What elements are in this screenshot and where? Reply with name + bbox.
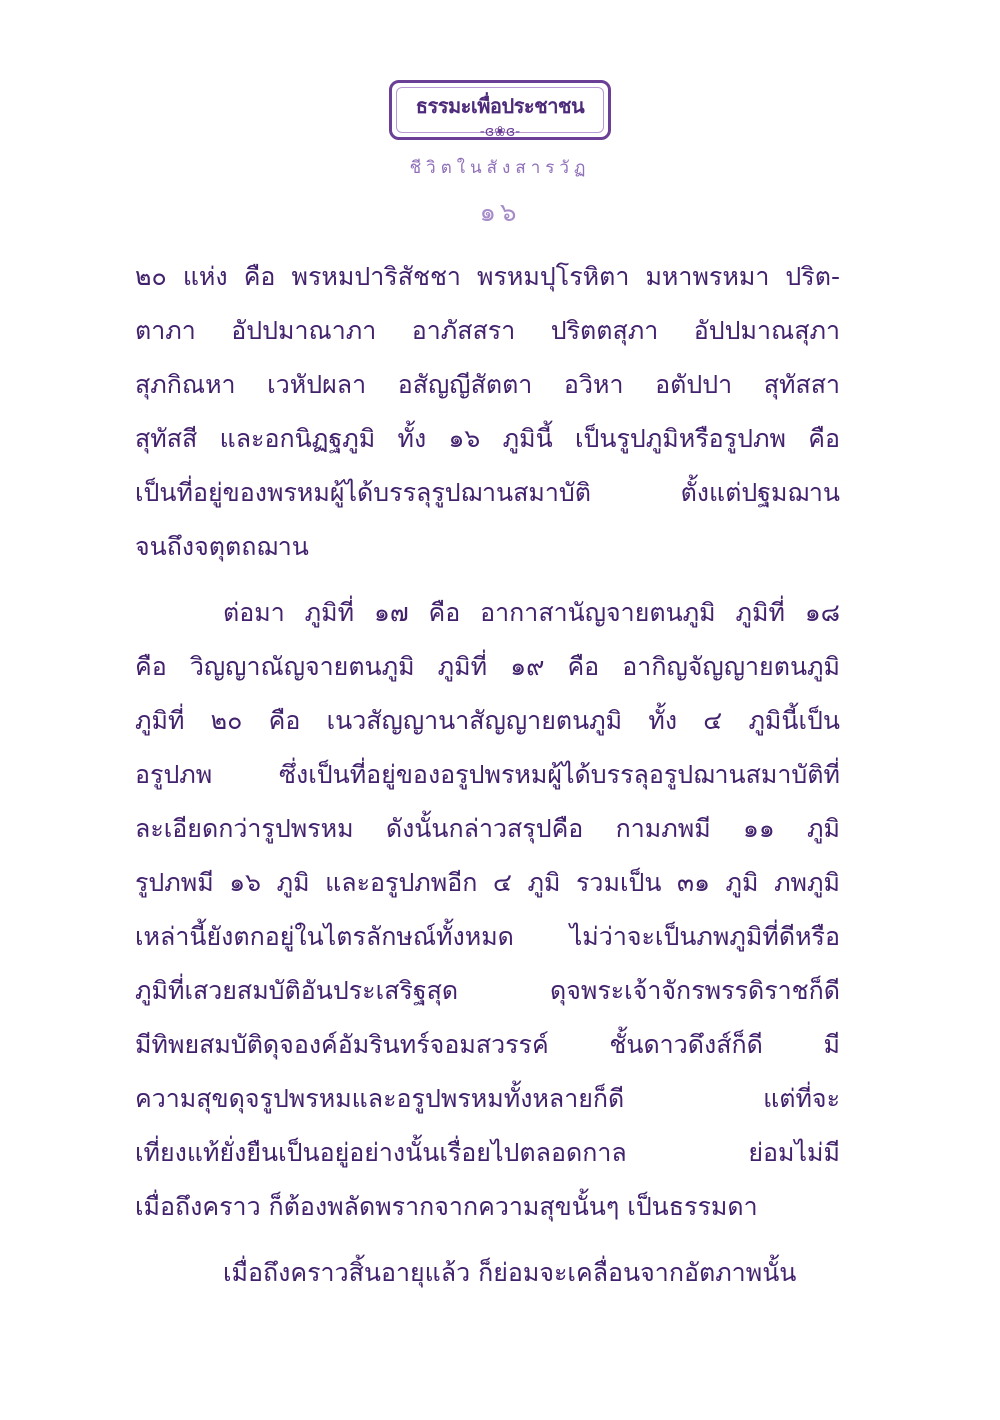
text-line: อรูปภพ ซึ่งเป็นที่อยู่ของอรูปพรหมผู้ได้บรรลุอรูปฌานสมาบัติที่ [135,760,840,789]
paragraph-1 [135,250,840,574]
text-line: ภูมิที่เสวยสมบัติอันประเสริฐสุด ดุจพระเจ้าจักรพรรดิราชก็ดี [135,976,840,1005]
paragraph-2 [135,586,840,1234]
page-header [0,80,1000,233]
paragraph-3 [135,1246,840,1300]
text-line: เมื่อถึงคราว ก็ต้องพลัดพรากจากความสุขนั้นๆ เป็นธรรมดา [135,1192,758,1221]
text-line: ตาภา อัปปมาณาภา อาภัสสรา ปริตตสุภา อัปปมาณสุภา [135,316,840,345]
logo-title: ธรรมะเพื่อประชาชน [415,94,585,118]
text-line: ละเอียดกว่ารูปพรหม ดังนั้นกล่าวสรุปคือ กามภพมี ๑๑ ภูมิ [135,814,840,843]
text-line: เหล่านี้ยังตกอยู่ในไตรลักษณ์ทั้งหมด ไม่ว่าจะเป็นภพภูมิที่ดีหรือ [135,922,840,951]
text-line: สุทัสสี และอกนิฏฐภูมิ ทั้ง ๑๖ ภูมินี้ เป็นรูปภูมิหรือรูปภพ คือ [135,424,840,453]
ornament-icon: -ɞ❀ɞ- [479,124,521,140]
body-text [135,250,840,1300]
text-line: ภูมิที่ ๒๐ คือ เนวสัญญานาสัญญายตนภูมิ ทั้ง ๔ ภูมินี้เป็น [135,706,840,735]
text-line: รูปภพมี ๑๖ ภูมิ และอรูปภพอีก ๔ ภูมิ รวมเป็น ๓๑ ภูมิ ภพภูมิ [135,868,840,897]
running-title: ชีวิตในสังสารวัฏ [409,158,591,178]
text-line: เที่ยงแท้ยั่งยืนเป็นอยู่อย่างนั้นเรื่อยไปตลอดกาล ย่อมไม่มี [135,1138,840,1167]
text-line: จนถึงจตุตถฌาน [135,532,309,561]
text-line: เมื่อถึงคราวสิ้นอายุแล้ว ก็ย่อมจะเคลื่อนจากอัตภาพนั้น [223,1258,797,1287]
page-number: ๑๖ [479,198,521,228]
text-line: มีทิพยสมบัติดุจองค์อัมรินทร์จอมสวรรค์ ชั้นดาวดึงส์ก็ดี มี [135,1030,840,1059]
text-line: ๒๐ แห่ง คือ พรหมปาริสัชชา พรหมปุโรหิตา มหาพรหมา ปริต- [135,262,840,291]
book-logo [389,80,611,140]
text-line: คือ วิญญาณัญจายตนภูมิ ภูมิที่ ๑๙ คือ อากิญจัญญายตนภูมิ [135,652,840,681]
text-line: เป็นที่อยู่ของพรหมผู้ได้บรรลุรูปฌานสมาบัติ ตั้งแต่ปฐมฌาน [135,478,840,507]
text-line: สุภกิณหา เวหัปผลา อสัญญีสัตตา อวิหา อตัปปา สุทัสสา [135,370,840,399]
text-line: ความสุขดุจรูปพรหมและอรูปพรหมทั้งหลายก็ดี แต่ที่จะ [135,1084,840,1113]
text-line: ต่อมา ภูมิที่ ๑๗ คือ อากาสานัญจายตนภูมิ ภูมิที่ ๑๘ [223,598,840,627]
